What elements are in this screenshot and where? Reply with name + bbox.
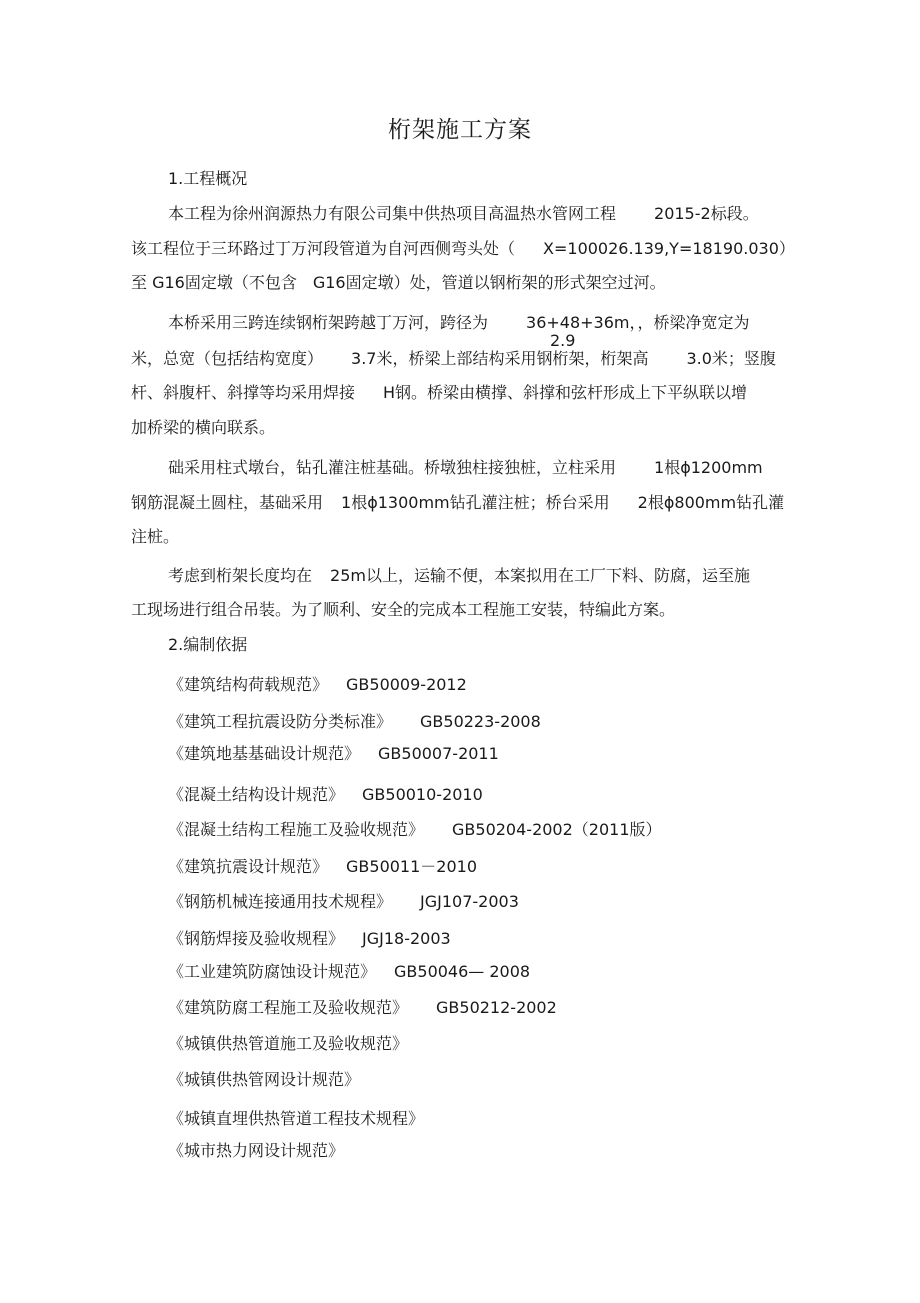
section-heading-overview: 1.工程概况	[168, 169, 248, 188]
paragraph-2-line-2	[131, 349, 776, 369]
text-segment: X=100026.139,Y=18190.030）	[543, 239, 795, 258]
text-segment: 2015-2标段。	[654, 204, 759, 223]
reference-item	[168, 785, 483, 805]
reference-code: GB50223-2008	[420, 712, 541, 731]
paragraph-3-line-3: 注桩。	[131, 527, 180, 546]
reference-code: GB50007-2011	[378, 744, 499, 763]
reference-code: JGJ18-2003	[362, 929, 451, 948]
reference-code: GB50204-2002（2011版）	[452, 820, 662, 839]
paragraph-3-line-2	[131, 493, 784, 513]
paragraph-1-line-3: 至 G16固定墩（不包含 G16固定墩）处，管道以钢桁架的形式架空过河。	[131, 273, 666, 292]
reference-name: 《混凝土结构设计规范》	[168, 785, 345, 804]
text-segment: 25m以上，运输不便，本案拟用在工厂下料、防腐，运至施	[330, 566, 750, 585]
paragraph-2-line-1	[168, 313, 750, 333]
reference-name: 《城镇供热管道施工及验收规范》	[168, 1034, 409, 1053]
reference-name: 《城市热力网设计规范》	[168, 1141, 345, 1160]
reference-name: 《城镇供热管网设计规范》	[168, 1070, 361, 1089]
paragraph-2-line-4: 加桥梁的横向联系。	[131, 418, 276, 437]
reference-name: 《钢筋焊接及验收规程》	[168, 929, 345, 948]
paragraph-2-line-3	[131, 383, 747, 403]
reference-item	[168, 857, 477, 877]
reference-item	[168, 929, 451, 949]
text-segment: 1根ϕ1200mm	[654, 458, 763, 477]
reference-item	[168, 820, 662, 840]
reference-name: 《建筑抗震设计规范》	[168, 857, 329, 876]
reference-item	[168, 962, 530, 982]
bridge-width-value: 2.9	[550, 331, 576, 350]
text-segment: 36+48+36m，，桥梁净宽定为	[526, 313, 750, 332]
reference-name: 《建筑防腐工程施工及验收规范》	[168, 998, 409, 1017]
reference-code: GB50046— 2008	[394, 962, 531, 981]
text-segment: 2根ϕ800mm钻孔灌	[637, 493, 785, 512]
text-segment: 本工程为徐州润源热力有限公司集中供热项目高温热水管网工程	[168, 204, 617, 223]
text-segment: 3.7米，桥梁上部结构采用钢桁架，桁架高	[351, 349, 649, 368]
text-segment: 本桥采用三跨连续钢桁架跨越丁万河，跨径为	[168, 313, 489, 332]
reference-item	[168, 1070, 360, 1090]
reference-item	[168, 712, 541, 732]
reference-item	[168, 1141, 344, 1161]
text-segment: 该工程位于三环路过丁万河段管道为自河西侧弯头处（	[131, 239, 516, 258]
text-segment: 杆、斜腹杆、斜撑等均采用焊接	[131, 383, 356, 402]
section-heading-basis: 2.编制依据	[168, 635, 248, 654]
text-segment: 础采用柱式墩台，钻孔灌注桩基础。桥墩独柱接独桩，立柱采用	[168, 458, 617, 477]
paragraph-4-line-2: 工现场进行组合吊装。为了顺利、安全的完成本工程施工安装，特编此方案。	[131, 600, 676, 619]
reference-code: GB50011－2010	[346, 857, 478, 876]
document-title: 桁架施工方案	[388, 117, 532, 143]
text-segment: 考虑到桁架长度均在	[168, 566, 313, 585]
reference-code: JGJ107-2003	[420, 892, 519, 911]
text-segment: 钢筋混凝土圆柱，基础采用	[131, 493, 324, 512]
reference-name: 《工业建筑防腐蚀设计规范》	[168, 962, 377, 981]
reference-item	[168, 998, 557, 1018]
reference-code: GB50009-2012	[346, 675, 467, 694]
reference-code: GB50010-2010	[362, 785, 483, 804]
reference-item	[168, 744, 499, 764]
reference-code: GB50212-2002	[436, 998, 557, 1017]
paragraph-1-line-2	[131, 239, 795, 259]
paragraph-4-line-1	[168, 566, 750, 586]
reference-name: 《建筑结构荷载规范》	[168, 675, 329, 694]
reference-item	[168, 1034, 408, 1054]
reference-name: 《混凝土结构工程施工及验收规范》	[168, 820, 425, 839]
reference-item	[168, 892, 519, 912]
text-segment: 3.0米；竖腹	[686, 349, 776, 368]
reference-name: 《建筑工程抗震设防分类标准》	[168, 712, 393, 731]
reference-name: 《建筑地基基础设计规范》	[168, 744, 361, 763]
paragraph-1-line-1	[168, 204, 759, 224]
reference-item	[168, 1109, 424, 1129]
text-segment: H钢。桥梁由横撑、斜撑和弦杆形成上下平纵联以增	[383, 383, 748, 402]
text-segment: 1根ϕ1300mm钻孔灌注桩；桥台采用	[341, 493, 610, 512]
paragraph-3-line-1	[168, 458, 763, 478]
reference-name: 《城镇直埋供热管道工程技术规程》	[168, 1109, 425, 1128]
reference-name: 《钢筋机械连接通用技术规程》	[168, 892, 393, 911]
text-segment: 米，总宽（包括结构宽度）	[131, 349, 324, 368]
reference-item	[168, 675, 467, 695]
